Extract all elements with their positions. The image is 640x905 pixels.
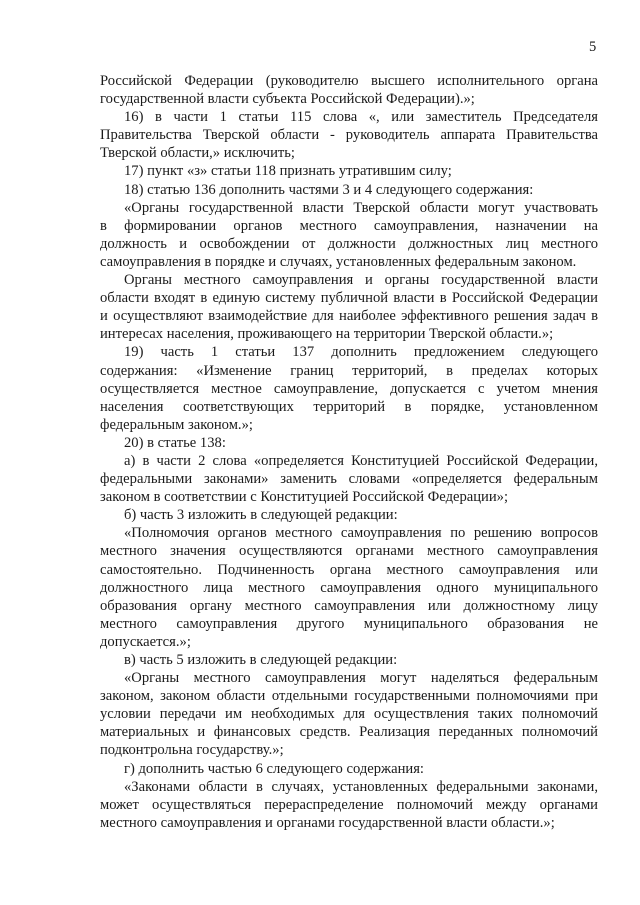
text-line: а) в части 2 слова «определяется Конституцией Российской Федерации, (124, 452, 598, 469)
text-line: «Органы государственной власти Тверской области могут участвовать (124, 199, 598, 216)
text-line: самостоятельно. Подчиненность органа местного самоуправления или (100, 561, 598, 578)
text-line: Правительства Тверской области - руководитель аппарата Правительства (100, 127, 598, 144)
text-line: федеральными законами» заменить словами «определяется федеральным (100, 471, 598, 488)
text-line: населения соответствующих территорий в порядке, установленном (100, 398, 598, 415)
text-line: Российской Федерации (руководителю высшего исполнительного органа (100, 73, 598, 89)
text-line: Тверской области,» исключить; (100, 145, 295, 162)
text-line: государственной власти субъекта Российской Федерации).»; (100, 91, 475, 108)
text-line: в формировании органов местного самоуправления, назначении на (100, 217, 598, 234)
text-line: федеральным законом.»; (100, 416, 253, 433)
text-line: области входят в единую систему публичной власти в Российской Федерации (100, 290, 598, 307)
text-line: местного значения осуществляются органами местного самоуправления (100, 543, 598, 560)
document-body (100, 72, 598, 832)
text-line: законом в соответствии с Конституцией Российской Федерации»; (100, 489, 509, 506)
text-line: местного самоуправления и органами государственной власти области.»; (100, 814, 555, 831)
text-line: «Полномочия органов местного самоуправления по решению вопросов (124, 525, 598, 542)
text-line: допускается.»; (100, 633, 191, 650)
text-line: должность и освобождении от должности должностных лиц местного (100, 235, 598, 252)
text-line: условии передачи им необходимых для осуществления таких полномочий (100, 706, 598, 723)
text-line: образования органу местного самоуправления или должностному лицу (100, 597, 598, 614)
text-line: и осуществляют взаимодействие для наиболее эффективного решения задач в (100, 308, 598, 325)
text-line: «Законами области в случаях, установленных федеральными законами, (124, 778, 598, 795)
text-line: местного самоуправления другого муниципального образования не (100, 615, 598, 632)
text-line: «Органы местного самоуправления могут наделяться федеральным (124, 670, 598, 687)
text-line: должностного лица местного самоуправления одного муниципального (100, 579, 598, 596)
text-line: может осуществляться перераспределение полномочий между органами (100, 796, 598, 813)
text-line: 16) в части 1 статьи 115 слова «, или заместитель Председателя (124, 109, 598, 126)
text-line: содержания: «Изменение границ территорий, в пределах которых (100, 362, 598, 379)
text-line: 17) пункт «з» статьи 118 признать утратившим силу; (124, 163, 452, 180)
text-line: в) часть 5 изложить в следующей редакции: (124, 652, 398, 668)
text-line: 19) часть 1 статьи 137 дополнить предложением следующего (124, 344, 598, 361)
text-line: Органы местного самоуправления и органы государственной власти (124, 272, 598, 289)
text-line: материальных и финансовых средств. Реализация переданных полномочий (100, 724, 598, 741)
page-number: 5 (589, 39, 597, 55)
text-line: 18) статью 136 дополнить частями 3 и 4 следующего содержания: (124, 181, 534, 198)
text-line: самоуправления в порядке и случаях, установленных федеральным законом. (100, 253, 577, 270)
text-line: б) часть 3 изложить в следующей редакции: (124, 507, 398, 524)
text-line: осуществляется местное самоуправление, допускается с учетом мнения (100, 380, 598, 397)
text-line: интересах населения, проживающего на территории Тверской области.»; (100, 326, 554, 343)
text-line: 20) в статье 138: (124, 434, 226, 451)
text-line: законом, законом области отдельными государственными полномочиями при (100, 688, 598, 705)
text-line: подконтрольна государству.»; (100, 742, 284, 759)
text-line: г) дополнить частью 6 следующего содержания: (124, 760, 424, 777)
